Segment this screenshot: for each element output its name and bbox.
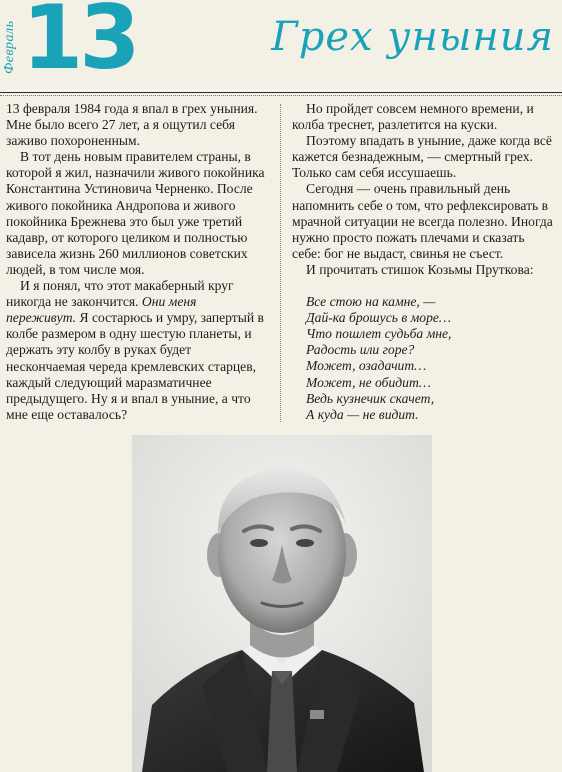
paragraph: Но пройдет совсем немного времени, и колба треснет, разлетится на куски. bbox=[292, 101, 534, 133]
paragraph bbox=[6, 278, 268, 423]
emphasis: Они меня переживут. bbox=[6, 294, 197, 326]
poem bbox=[292, 294, 556, 423]
paragraph: И прочитать стишок Козьмы Пруткова: bbox=[306, 261, 534, 277]
left-column bbox=[6, 101, 268, 423]
poem-line: А куда — не видит. bbox=[306, 406, 419, 422]
poem-line: Может, озадачит… bbox=[306, 358, 427, 374]
paragraph: В тот день новым правителем страны, в которой я жил, назначили живого покойника Константина Устиновича Черненко. После живого покойника Андропова и живого покойника Брежнева это был уже третий кадавр, от которого целиком и полностью зависела жизнь 260 миллионов советских людей, в том числе моя. bbox=[6, 149, 265, 277]
paragraph: Поэтому впадать в уныние, даже когда всё кажется безнадежным, — смертный грех. Только сам себя иссушаешь. bbox=[292, 133, 552, 181]
right-column bbox=[292, 101, 556, 423]
poem-line: Может, не обидит… bbox=[306, 374, 431, 390]
portrait-illustration bbox=[132, 435, 432, 772]
page-title: Грех уныния bbox=[271, 14, 554, 60]
header-dotted-rule bbox=[0, 95, 562, 96]
page-header bbox=[0, 0, 562, 96]
paragraph-text: Я состарюсь и умру, запертый в колбе размером в одну шестую планеты, и держать эту колбу в руках будет нескончаемая череда кремлевских старцев, каждый следующий маразматичнее предыдущего. Ну я и впал в уныние, а что мне еще оставалось? bbox=[6, 310, 264, 422]
paragraph: 13 февраля 1984 года я впал в грех уныния. Мне было всего 27 лет, а я ощутил себя заживо похороненным. bbox=[6, 101, 258, 149]
month-label: Февраль bbox=[2, 20, 17, 74]
column-divider bbox=[280, 104, 281, 422]
header-rule bbox=[0, 92, 562, 93]
poem-line: Что пошлет судьба мне, bbox=[306, 326, 452, 342]
portrait-photo bbox=[132, 435, 432, 772]
poem-line: Дай-ка брошусь в море… bbox=[306, 310, 452, 326]
poem-line: Все стою на камне, — bbox=[306, 294, 436, 310]
paragraph-text: И я понял, что этот макаберный круг никогда не закончится. bbox=[6, 278, 234, 310]
poem-line: Радость или горе? bbox=[306, 342, 415, 358]
paragraph: Сегодня — очень правильный день напомнить себе о том, что рефлексировать в мрачной ситуации не всегда полезно. Иногда нужно просто пожать плечами и сказать себе: бог не выдаст, свинья не съест. bbox=[292, 181, 553, 261]
day-number: 13 bbox=[22, 0, 137, 89]
poem-line: Ведь кузнечик скачет, bbox=[306, 390, 435, 406]
